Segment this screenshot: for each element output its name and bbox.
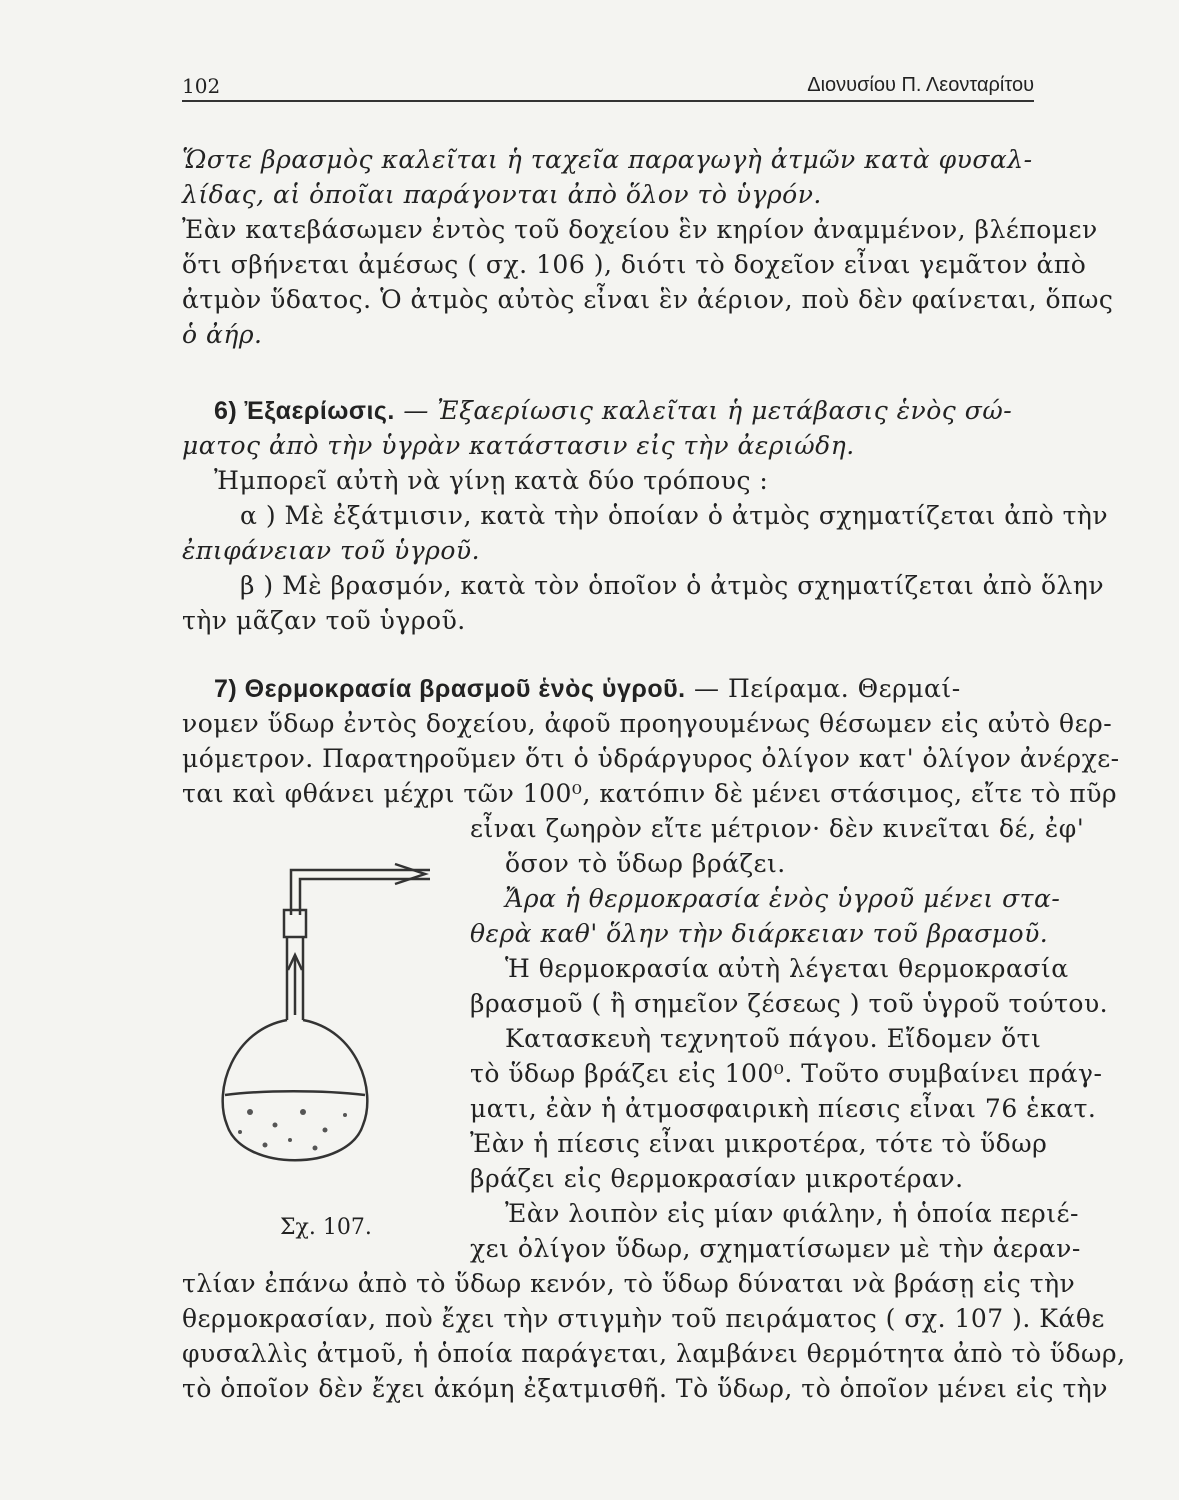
text-line: ματι, ἐὰν ἡ ἀτμοσφαιρικὴ πίεσις εἶναι 76 ἑκατ. (470, 1094, 1097, 1123)
text-line: Ἐὰν ἡ πίεσις εἶναι μικροτέρα, τότε τὸ ὕδωρ (470, 1129, 1048, 1158)
stopper (284, 910, 306, 937)
text-line: ματος ἀπὸ τὴν ὑγρὰν κατάστασιν εἰς τὴν ἀεριώδη. (182, 431, 855, 460)
text-line: εἶναι ζωηρὸν εἴτε μέτριον· δὲν κινεῖται δέ, ἐφ' (470, 814, 1085, 843)
text-line: ται καὶ φθάνει μέχρι τῶν 100⁰, κατόπιν δὲ μένει στάσιμος, εἴτε τὸ πῦρ (182, 779, 1118, 808)
text-line: ὅσον τὸ ὕδωρ βράζει. (505, 849, 786, 878)
figure-caption: Σχ. 107. (280, 1215, 372, 1240)
text-line: Ἐὰν κατεβάσωμεν ἐντὸς τοῦ δοχείου ἓν κηρίον ἀναμμένον, βλέπομεν (182, 215, 1098, 244)
text-line: Ἠμπορεῖ αὐτὴ νὰ γίνῃ κατὰ δύο τρόπους : (214, 466, 769, 495)
text-line: Ἡ θερμοκρασία αὐτὴ λέγεται θερμοκρασία (505, 954, 1069, 983)
text-line: βράζει εἰς θερμοκρασίαν μικροτέραν. (470, 1164, 964, 1193)
delivery-tube-inner (300, 879, 430, 915)
section-6-heading-line (214, 394, 1012, 428)
text-line: β ) Μὲ βρασμόν, κατὰ τὸν ὁποῖον ὁ ἀτμὸς σχηματίζεται ἀπὸ ὅλην (240, 571, 1105, 600)
text-line: ἀτμὸν ὕδατος. Ὁ ἀτμὸς αὐτὸς εἶναι ἓν ἀέριον, ποὺ δὲν φαίνεται, ὅπως (182, 285, 1114, 314)
text-line: μόμετρον. Παρατηροῦμεν ὅτι ὁ ὑδράργυρος ὀλίγον κατ' ὀλίγον ἀνέρχε- (182, 744, 1120, 773)
section-heading: 7) Θερμοκρασία βρασμοῦ ἑνὸς ὑγροῦ. (214, 675, 686, 703)
page-header (182, 70, 1034, 102)
text-line: θερμοκρασίαν, ποὺ ἔχει τὴν στιγμὴν τοῦ πειράματος ( σχ. 107 ). Κάθε (182, 1304, 1105, 1333)
text-line: βρασμοῦ ( ἢ σημεῖον ζέσεως ) τοῦ ὑγροῦ τούτου. (470, 989, 1109, 1018)
text-line: νομεν ὕδωρ ἐντὸς δοχείου, ἀφοῦ προηγουμένως θέσωμεν εἰς αὐτὸ θερ- (182, 709, 1113, 738)
text-line: φυσαλλὶς ἀτμοῦ, ἡ ὁποία παράγεται, λαμβάνει θερμότητα ἀπὸ τὸ ὕδωρ, (182, 1339, 1126, 1368)
section-heading-text: — Ἐξαερίωσις καλεῖται ἡ μετάβασις ἑνὸς σώ- (403, 396, 1013, 425)
bubbles (238, 1109, 347, 1151)
section-heading-text: — Πείραμα. Θερμαί- (694, 674, 961, 703)
text-line: τὴν μᾶζαν τοῦ ὑγροῦ. (182, 606, 466, 635)
text-line: Ἐὰν λοιπὸν εἰς μίαν φιάλην, ἡ ὁποία περιέ- (505, 1199, 1079, 1228)
text-line: α ) Μὲ ἐξάτμισιν, κατὰ τὴν ὁποίαν ὁ ἀτμὸς σχηματίζεται ἀπὸ τὴν (240, 501, 1109, 530)
text-line: τλίαν ἐπάνω ἀπὸ τὸ ὕδωρ κενόν, τὸ ὕδωρ δύναται νὰ βράσῃ εἰς τὴν (182, 1269, 1076, 1298)
text-line: ἐπιφάνειαν τοῦ ὑγροῦ. (182, 536, 481, 565)
section-7-heading-line (214, 672, 961, 706)
text-line: τὸ ὁποῖον δὲν ἔχει ἀκόμη ἐξατμισθῆ. Τὸ ὕδωρ, τὸ ὁποῖον μένει εἰς τὴν (182, 1374, 1108, 1403)
text-line: Ἄρα ἡ θερμοκρασία ἑνὸς ὑγροῦ μένει στα- (505, 884, 1061, 913)
text-line: λίδας, αἱ ὁποῖαι παράγονται ἀπὸ ὅλον τὸ ὑγρόν. (182, 180, 822, 209)
text-line: Ὥστε βρασμὸς καλεῖται ἡ ταχεῖα παραγωγὴ ἀτμῶν κατὰ φυσαλ- (182, 145, 1033, 174)
arrow-right-icon (395, 864, 425, 884)
text-line: θερὰ καθ' ὅλην τὴν διάρκειαν τοῦ βρασμοῦ. (470, 919, 1049, 948)
text-line: ὁ ἀήρ. (182, 320, 263, 349)
text-line: χει ὀλίγον ὕδωρ, σχηματίσωμεν μὲ τὴν ἀεραν- (470, 1234, 1081, 1263)
delivery-tube (291, 870, 430, 915)
text-line: Κατασκευὴ τεχνητοῦ πάγου. Εἴδομεν ὅτι (505, 1024, 1042, 1053)
water-surface (225, 1091, 365, 1095)
flask-figure (205, 840, 445, 1210)
text-line: ὅτι σβήνεται ἀμέσως ( σχ. 106 ), διότι τὸ δοχεῖον εἶναι γεμᾶτον ἀπὸ (182, 250, 1087, 279)
running-head: Διονυσίου Π. Λεονταρίτου (807, 74, 1034, 96)
page-number: 102 (182, 74, 221, 98)
section-heading: 6) Ἐξαερίωσις. (214, 397, 395, 425)
text-line: τὸ ὕδωρ βράζει εἰς 100⁰. Τοῦτο συμβαίνει πράγ- (470, 1059, 1103, 1088)
